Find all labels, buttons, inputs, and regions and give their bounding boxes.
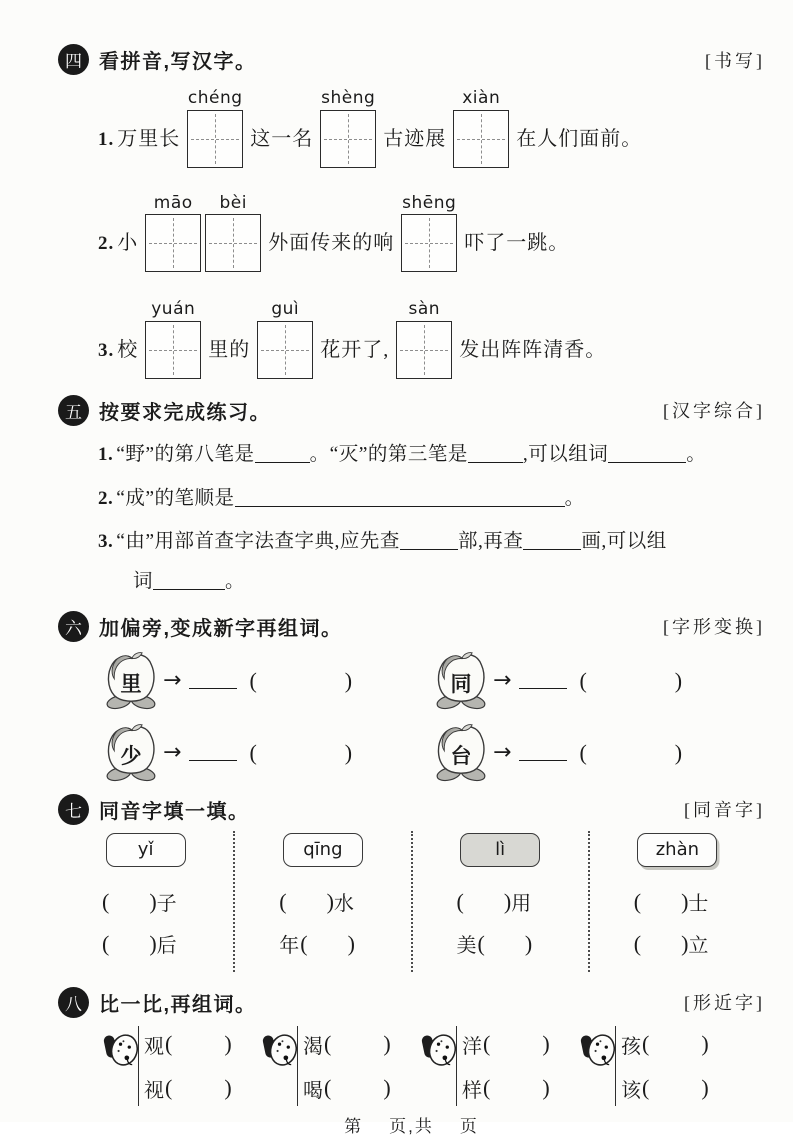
section-4-category-tag: [书写] (705, 50, 765, 71)
arrow-icon: → (163, 740, 182, 766)
section-8-number-badge: 八 (58, 987, 89, 1018)
box-guide-line (149, 243, 197, 244)
writing-box[interactable] (205, 214, 261, 272)
paren-open: ( (579, 667, 587, 693)
word-blank[interactable] (172, 1032, 224, 1056)
compare-item (303, 1030, 391, 1059)
exercise-text: 词 (133, 570, 154, 592)
section-4-title: 看拼音,写汉字。 (99, 51, 257, 73)
pinyin-label: yuán (151, 299, 196, 320)
section-6-category-tag: [字形变换] (663, 617, 765, 638)
paren-open: ( (249, 739, 257, 765)
paren-open: ( (300, 930, 308, 956)
paren-close: ) (524, 930, 533, 956)
compare-item (462, 1074, 550, 1103)
paren-open: ( (642, 1031, 650, 1057)
pinyin-label: māo (153, 192, 193, 213)
box-guide-line (405, 243, 453, 244)
radical-row-2 (105, 722, 765, 784)
writing-box[interactable] (320, 110, 376, 168)
box-guide-line (261, 350, 309, 351)
section-8-header (58, 987, 765, 1018)
section-5-category-tag: [汉字综合] (663, 401, 765, 422)
paren-close: ) (224, 1031, 232, 1057)
answer-blank[interactable] (400, 530, 458, 550)
compare-item (621, 1074, 709, 1103)
exercise-text: 画,可以组 (581, 530, 667, 552)
compare-column (138, 1026, 232, 1106)
base-character: 台 (450, 744, 472, 769)
paren-close: ) (344, 739, 353, 765)
question-number: 2. (98, 233, 115, 255)
writing-box[interactable] (401, 214, 457, 272)
homophone-item (235, 888, 410, 916)
section-8-category-tag: [形近字] (684, 993, 765, 1014)
answer-blank[interactable] (608, 443, 686, 463)
paren-close: ) (503, 888, 512, 914)
paren-close: ) (149, 930, 157, 956)
radical-exercise (435, 722, 765, 784)
paren-open: ( (249, 667, 257, 693)
pinyin-box-group (145, 300, 201, 379)
paren-close: ) (542, 1075, 550, 1101)
word-tail: 用 (511, 893, 533, 916)
character-blank[interactable] (641, 932, 681, 956)
box-guide-line (457, 139, 505, 140)
sentence-segment: 花开了, (320, 338, 390, 361)
paren-open: ( (633, 888, 642, 914)
homophone-item (235, 930, 410, 958)
character: 孩 (621, 1035, 642, 1058)
character: 洋 (462, 1035, 483, 1058)
paren-close: ) (149, 888, 157, 914)
question-number: 3. (98, 339, 115, 361)
peach-icon (105, 650, 157, 712)
section-7-header (58, 794, 765, 825)
word-lead: 年 (279, 935, 301, 958)
arrow-icon: → (493, 668, 512, 694)
answer-blank[interactable] (153, 570, 225, 590)
homophone-item (590, 930, 765, 958)
answer-blank[interactable] (235, 487, 565, 507)
pinyin-pill: yǐ (106, 833, 186, 867)
paren-open: ( (633, 930, 642, 956)
compare-column (615, 1026, 709, 1106)
peach-icon (105, 722, 157, 784)
section-5-number-badge: 五 (58, 395, 89, 426)
writing-box[interactable] (145, 321, 201, 379)
compare-group-2 (263, 1026, 413, 1106)
sentence-segment: 外面传来的响 (268, 232, 395, 255)
paren-open: ( (483, 1031, 491, 1057)
new-character-blank[interactable] (519, 673, 567, 689)
compare-group-3 (422, 1026, 572, 1106)
exercise-line-1 (98, 442, 765, 468)
word-blank[interactable] (490, 1076, 542, 1100)
sentence-segment: 在人们面前。 (516, 127, 643, 150)
pinyin-label: sàn (408, 299, 441, 320)
compare-item (462, 1030, 550, 1059)
character-blank[interactable] (308, 932, 348, 956)
paren-close: ) (681, 888, 689, 914)
box-guide-line (400, 350, 448, 351)
pinyin-box-group (453, 89, 509, 168)
footer-text: 页,共 (389, 1116, 434, 1136)
word-tail: 子 (156, 893, 178, 916)
section-5-title: 按要求完成练习。 (99, 401, 271, 424)
section-8-title: 比一比,再组词。 (99, 993, 257, 1016)
answer-blank[interactable] (468, 443, 523, 463)
pinyin-label: xiàn (462, 88, 501, 108)
pinyin-pill: zhàn (637, 833, 717, 867)
exercise-text: “由”用部首查字法查字典,应先查 (116, 530, 400, 552)
word-tail: 立 (688, 935, 710, 958)
section-5-header (58, 395, 765, 426)
character: 样 (462, 1079, 483, 1102)
character: 喝 (303, 1079, 324, 1102)
arrow-icon: → (493, 740, 512, 766)
paren-close: ) (681, 930, 689, 956)
word-blank[interactable] (257, 740, 345, 766)
word-blank[interactable] (331, 1076, 383, 1100)
writing-box[interactable] (187, 110, 243, 168)
peach-icon (435, 722, 487, 784)
paren-close: ) (224, 1075, 232, 1101)
paren-open: ( (165, 1075, 173, 1101)
homophone-column-zhan (588, 831, 765, 972)
exercise-text: 。 (564, 487, 585, 509)
homophone-item (590, 888, 765, 916)
section-4-header (58, 44, 765, 75)
paren-open: ( (477, 930, 485, 956)
radical-row-1 (105, 650, 765, 712)
exercise-text: 。 (225, 570, 246, 592)
homophone-item (413, 888, 588, 916)
box-guide-line (209, 243, 257, 244)
character-blank[interactable] (485, 932, 525, 956)
dog-icon (581, 1028, 616, 1074)
pinyin-label: guì (271, 299, 300, 320)
compare-item (621, 1030, 709, 1059)
answer-blank[interactable] (523, 530, 581, 550)
arrow-icon: → (163, 668, 182, 694)
pinyin-box-group (401, 194, 457, 273)
radical-exercise (435, 650, 765, 712)
writing-box[interactable] (453, 110, 509, 168)
section-7-number-badge: 七 (58, 794, 89, 825)
word-blank[interactable] (331, 1032, 383, 1056)
paren-open: ( (102, 930, 110, 956)
writing-box[interactable] (145, 214, 201, 272)
pinyin-pill: qīng (283, 833, 363, 867)
word-lead: 美 (456, 935, 478, 958)
exercise-text: ,可以组词 (522, 443, 609, 465)
character-blank[interactable] (109, 890, 149, 914)
compare-group-1 (104, 1026, 254, 1106)
answer-blank[interactable] (255, 443, 310, 463)
paren-open: ( (102, 888, 110, 914)
paren-close: ) (674, 667, 683, 693)
pinyin-box-group (320, 89, 376, 168)
section-6-number-badge: 六 (58, 611, 89, 642)
question-row-3 (98, 300, 765, 379)
writing-box[interactable] (257, 321, 313, 379)
page-footer (58, 1112, 765, 1137)
pinyin-box-group (145, 194, 201, 273)
pinyin-label: shēng (402, 192, 457, 213)
exercise-text: 。 (686, 443, 707, 465)
dog-icon (104, 1028, 139, 1074)
new-character-blank[interactable] (189, 745, 237, 761)
peach-icon (435, 650, 487, 712)
sentence-segment: 这一名 (250, 127, 314, 150)
radical-exercise (105, 722, 435, 784)
exercise-line-2 (98, 486, 765, 512)
footer-text: 第 (344, 1116, 364, 1136)
paren-close: ) (347, 930, 355, 956)
homophone-column-qing (233, 831, 410, 972)
character: 该 (621, 1079, 642, 1102)
box-guide-line (191, 139, 239, 140)
paren-close: ) (383, 1031, 391, 1057)
section-6-header (58, 611, 765, 642)
paren-close: ) (701, 1075, 709, 1101)
word-blank[interactable] (587, 668, 675, 694)
pinyin-box-group (205, 194, 261, 273)
character: 观 (144, 1035, 165, 1058)
compare-column (297, 1026, 391, 1106)
dog-icon (422, 1028, 457, 1074)
paren-open: ( (579, 739, 587, 765)
character-blank[interactable] (287, 890, 327, 914)
section-6-title: 加偏旁,变成新字再组词。 (99, 617, 343, 640)
paren-open: ( (324, 1075, 332, 1101)
question-row-2 (98, 194, 765, 273)
compare-item (144, 1030, 232, 1059)
pinyin-box-group (396, 300, 452, 379)
paren-close: ) (701, 1031, 709, 1057)
character-blank[interactable] (641, 890, 681, 914)
word-tail: 水 (333, 893, 355, 916)
compare-row (104, 1026, 765, 1106)
compare-item (303, 1074, 391, 1103)
sentence-segment: 校 (117, 338, 139, 361)
question-number: 1. (98, 443, 114, 465)
box-guide-line (324, 139, 372, 140)
word-tail: 士 (688, 893, 710, 916)
sentence-segment: 里的 (208, 338, 251, 361)
dog-icon (263, 1028, 298, 1074)
pinyin-pill: lì (460, 833, 540, 867)
new-character-blank[interactable] (519, 745, 567, 761)
compare-item (144, 1074, 232, 1103)
character-blank[interactable] (109, 932, 149, 956)
word-tail: 后 (156, 935, 178, 958)
paren-open: ( (279, 888, 287, 914)
homophone-item (58, 888, 233, 916)
sentence-segment: 万里长 (117, 127, 181, 150)
writing-box[interactable] (396, 321, 452, 379)
paren-open: ( (642, 1075, 650, 1101)
pinyin-label: shèng (321, 88, 376, 108)
exercise-text: “野”的第八笔是 (116, 443, 255, 465)
section-7-title: 同音字填一填。 (99, 800, 250, 823)
word-blank[interactable] (490, 1032, 542, 1056)
question-number: 2. (98, 487, 114, 509)
character: 渴 (303, 1035, 324, 1058)
compare-column (456, 1026, 550, 1106)
sentence-segment: 小 (117, 232, 139, 255)
exercise-text: 部,再查 (457, 530, 524, 552)
compare-group-4 (581, 1026, 731, 1106)
exercise-line-3 (98, 529, 765, 555)
paren-open: ( (324, 1031, 332, 1057)
base-character: 同 (450, 672, 472, 697)
question-number: 3. (98, 530, 114, 552)
exercise-text: 。“灭”的第三笔是 (309, 443, 468, 465)
homophone-column-yi (58, 831, 233, 972)
sentence-segment: 吓了一跳。 (464, 232, 570, 255)
exercise-line-3-cont (133, 569, 765, 595)
pinyin-label: bèi (219, 192, 247, 213)
new-character-blank[interactable] (189, 673, 237, 689)
box-guide-line (149, 350, 197, 351)
character: 视 (144, 1079, 165, 1102)
paren-close: ) (326, 888, 334, 914)
paren-close: ) (383, 1075, 391, 1101)
sentence-segment: 古迹展 (383, 127, 447, 150)
radical-exercise (105, 650, 435, 712)
base-character: 里 (120, 672, 142, 697)
section-4-number-badge: 四 (58, 44, 89, 75)
paren-close: ) (674, 739, 683, 765)
paren-close: ) (344, 667, 353, 693)
footer-text: 页 (459, 1116, 479, 1136)
paren-close: ) (542, 1031, 550, 1057)
question-row-1 (98, 89, 765, 168)
word-blank[interactable] (257, 668, 345, 694)
base-character: 少 (120, 744, 142, 769)
paren-open: ( (165, 1031, 173, 1057)
exercise-text: “成”的笔顺是 (116, 487, 235, 509)
pinyin-label: chéng (187, 88, 243, 108)
homophone-item (58, 930, 233, 958)
sentence-segment: 发出阵阵清香。 (459, 338, 607, 361)
paren-open: ( (483, 1075, 491, 1101)
pinyin-box-group (257, 300, 313, 379)
pinyin-box-group (187, 89, 243, 168)
character-blank[interactable] (464, 890, 504, 914)
homophone-column-li (411, 831, 588, 972)
word-blank[interactable] (172, 1076, 224, 1100)
word-blank[interactable] (649, 1032, 701, 1056)
word-blank[interactable] (587, 740, 675, 766)
question-number: 1. (98, 128, 115, 150)
homophone-table (58, 831, 765, 972)
homophone-item (413, 930, 588, 958)
paren-open: ( (456, 888, 464, 914)
section-7-category-tag: [同音字] (684, 800, 765, 821)
word-blank[interactable] (649, 1076, 701, 1100)
